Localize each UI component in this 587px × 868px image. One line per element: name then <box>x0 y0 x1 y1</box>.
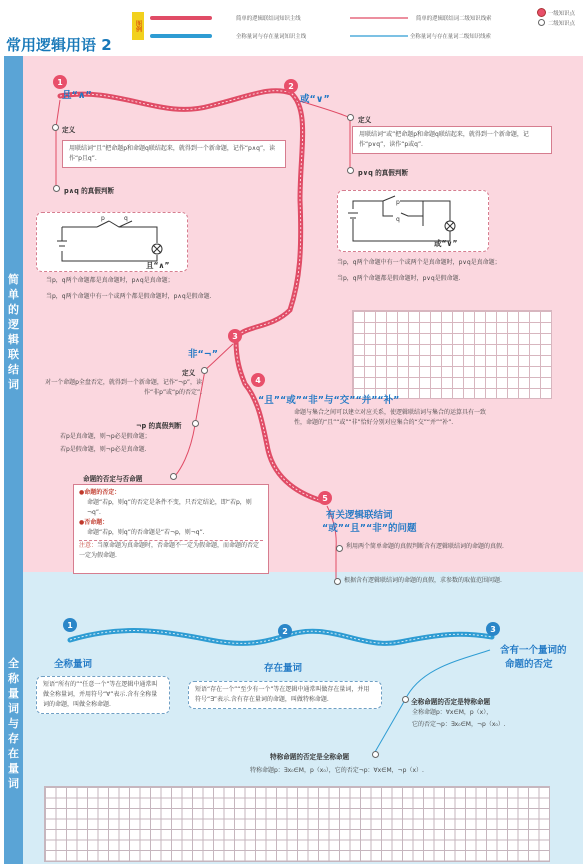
quant-3-marker: 3 <box>486 622 500 636</box>
node-1-def-label: 定义 <box>62 126 76 134</box>
node-5-heading-1: 有关逻辑联结词 <box>326 510 393 521</box>
node-3-def-dot <box>201 367 208 374</box>
node-3-marker: 3 <box>228 329 242 343</box>
inverse-title: ●否命题： <box>79 519 109 526</box>
legend-simple-main: 简单的逻辑联结词知识主线 <box>236 16 301 22</box>
node-1-circuit-label: 且“∧” <box>146 261 170 270</box>
note-label: 注意： <box>79 542 98 549</box>
node-5-item-1-dot <box>336 545 343 552</box>
quant-3-s2-label: 特称命题的否定是全称命题 <box>270 753 350 761</box>
quant-3-heading-1: 含有一个量词的 <box>500 645 567 656</box>
page-title: 常用逻辑用语 2 <box>6 36 112 54</box>
sidebar-bottom-label: 全称量词与存在量词 <box>8 657 19 790</box>
svg-text:q: q <box>124 215 128 222</box>
legend-tag: 图例 <box>132 12 144 40</box>
quant-3-s1-line2: 它的否定¬p：∃x₀∈M，¬p（x₀）. <box>412 721 506 728</box>
quant-1-marker: 1 <box>63 618 77 632</box>
node-1-heading: 且“∧” <box>62 90 92 101</box>
node-1-truth-label: p∧q 的真假判断 <box>64 187 115 195</box>
note-text: 当原命题为真命题时，否命题不一定为假命题，而命题的否定一定为假命题. <box>79 542 260 559</box>
node-2-truth-dot <box>347 167 354 174</box>
negation-text: 命题“若p，则q”的否定是条件不变，只否定结论，即“若p，则¬q”. <box>87 499 252 516</box>
node-2-truth-2: 当p，q两个命题都是假命题时，p∨q是假命题. <box>337 275 461 282</box>
node-3-truth-dot <box>192 420 199 427</box>
quant-3-s2-text: 特称命题p：∃x₀∈M，p（x₀），它的否定¬p：∀x∈M，¬p（x）. <box>250 767 424 774</box>
quant-3-s2-dot <box>372 751 379 758</box>
node-5-item-2: 根据含有逻辑联结词的命题的真假，求参数的取值范围问题. <box>344 577 502 584</box>
node-3-def-label: 定义 <box>182 369 196 377</box>
quant-1-box: 短语“所有的”“任意一个”等在逻辑中通常叫做全称量词，并用符号“∀”表示.含有全称量词的命题，叫做全称命题. <box>36 676 170 714</box>
node-4-marker: 4 <box>251 373 265 387</box>
notes-grid-bottom <box>44 786 550 862</box>
node-2-heading: 或“∨” <box>300 94 330 105</box>
legend-simple-sub: 简单的逻辑联结词二级知识线索 <box>416 16 492 22</box>
svg-text:p: p <box>396 199 400 206</box>
node-2-truth-1: 当p，q两个命题中有一个或两个是真命题时，p∨q是真命题； <box>337 259 501 266</box>
quant-3-s1-line1: 全称命题p：∀x∈M，p（x）， <box>412 709 493 716</box>
quant-3-s1-label: 全称命题的否定是特称命题 <box>411 698 491 706</box>
node-1-truth-1: 当p，q两个命题都是真命题时，p∧q是真命题； <box>46 277 174 284</box>
legend-quant-sub: 全称量词与存在量词二级知识线索 <box>410 34 491 40</box>
sidebar-top-label: 简单的逻辑联结词 <box>8 273 19 391</box>
node-5-heading-2: “或”“且”“非”的问题 <box>322 523 417 534</box>
quant-3-heading-2: 命题的否定 <box>505 659 553 670</box>
notes-grid-top <box>352 310 552 399</box>
node-2-marker: 2 <box>284 79 298 93</box>
node-3-truth-label: ¬p 的真假判断 <box>136 422 182 430</box>
node-1-def-dot <box>52 124 59 131</box>
quant-1-heading: 全称量词 <box>54 659 93 670</box>
node-2-circuit-label: 或“∨” <box>434 239 458 248</box>
quant-2-box: 短语“存在一个”“至少有一个”等在逻辑中通常叫做存在量词，并用符号“∃”表示.含有存在量词的命题，叫做特称命题. <box>188 681 382 709</box>
node-4-heading: “且”“或”“非”与“交”“并”“补” <box>258 395 400 406</box>
node-5-marker: 5 <box>318 491 332 505</box>
node-1-truth-2: 当p，q两个命题中有一个或两个都是假命题时，p∧q是假命题. <box>46 293 212 300</box>
node-3-truth-2: 若p是假命题，则¬p必是真命题. <box>60 446 147 453</box>
node-2-def-box: 用联结词“或”把命题p和命题q联结起来，就得到一个新命题，记作“p∨q”，读作“p或q”. <box>352 126 552 154</box>
node-3-neg-label: 命题的否定与否命题 <box>83 475 143 483</box>
inverse-text: 命题“若p，则q”的否命题是“若¬p，则¬q”. <box>87 529 205 536</box>
node-2-circuit-box <box>337 190 489 252</box>
quant-2-heading: 存在量词 <box>264 663 303 674</box>
node-1-marker: 1 <box>53 75 67 89</box>
quant-2-marker: 2 <box>278 624 292 638</box>
node-1-def-box: 用联结词“且”把命题p和命题q联结起来，就得到一个新命题，记作“p∧q”，读作“p且q”. <box>62 140 286 168</box>
node-1-truth-dot <box>53 185 60 192</box>
node-3-truth-1: 若p是真命题，则¬p必是假命题； <box>60 433 151 440</box>
legend-level2: 二级知识点 <box>548 21 575 27</box>
node-5-item-1: 利用两个简单命题的真假判断含有逻辑联结词的命题的真假. <box>346 543 504 550</box>
node-3-neg-box <box>73 484 269 574</box>
node-2-def-dot <box>347 114 354 121</box>
node-2-truth-label: p∨q 的真假判断 <box>358 169 409 177</box>
node-3-def-text: 对一个命题p全盘否定，就得到一个新命题，记作“¬p”，读作“非p”或“p的否定”. <box>45 379 202 396</box>
node-2-def-label: 定义 <box>358 116 372 124</box>
node-4-text: 命题与集合之间可以建立对应关系，使逻辑联结词与集合的运算具有一致性，命题的“且”“或”“非”恰好分别对应集合的“交”“并”“补”. <box>294 409 487 426</box>
node-3-heading: 非“¬” <box>188 349 218 360</box>
legend-quant-main: 全称量词与存在量词知识主线 <box>236 34 307 40</box>
node-3-neg-dot <box>170 473 177 480</box>
parallel-circuit-icon <box>338 191 488 251</box>
svg-text:p: p <box>101 215 105 222</box>
node-5-item-2-dot <box>334 578 341 585</box>
legend-level1: 一级知识点 <box>548 11 575 17</box>
negation-title: ●命题的否定： <box>79 489 121 496</box>
svg-text:q: q <box>396 216 400 223</box>
quant-3-s1-dot <box>402 696 409 703</box>
